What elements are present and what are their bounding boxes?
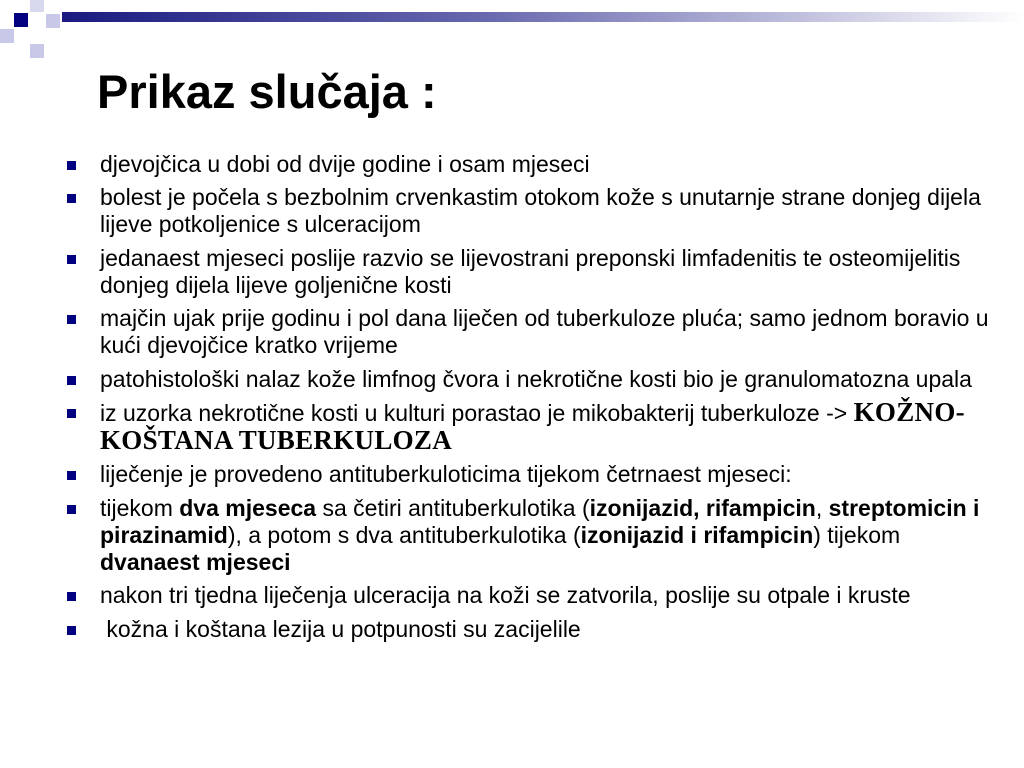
bullet-item <box>64 245 1004 299</box>
bullet-list <box>64 151 1004 649</box>
square-bullet-icon <box>67 315 76 324</box>
bullet-item <box>64 305 1004 359</box>
treatment-duration-1: dva mjeseca <box>179 494 317 521</box>
bullet-item <box>64 366 1004 393</box>
treatment-duration-2: dvanaest mjeseci <box>100 548 291 575</box>
bullet-text: jedanaest mjeseci poslije razvio se lijevostrani preponski limfadenitis te osteomijelitis donjeg dijela lijeve goljenične kosti <box>100 244 961 298</box>
deco-square-dark <box>14 13 28 27</box>
bullet-item <box>64 396 1004 455</box>
square-bullet-icon <box>67 592 76 601</box>
bullet-text: bolest je počela s bezbolnim crvenkastim otokom kože s unutarnje strane donjeg dijela lijeve potkoljenice s ulceracijom <box>100 184 981 238</box>
bullet-text: liječenje je provedeno antituberkuloticima tijekom četrnaest mjeseci: <box>100 461 792 488</box>
decorative-header-band <box>0 0 1024 60</box>
square-bullet-icon <box>67 376 76 385</box>
bullet-text: djevojčica u dobi od dvije godine i osam mjeseci <box>100 151 590 177</box>
bullet-item <box>64 184 1004 238</box>
deco-square-light-4 <box>30 44 44 58</box>
bullet-text: patohistološki nalaz kože limfnog čvora i nekrotične kosti bio je granulomatozna upala <box>100 365 972 392</box>
bullet-text: iz uzorka nekrotične kosti u kulturi porastao je mikobakterij tuberkuloze -> <box>100 399 848 426</box>
square-bullet-icon <box>67 409 76 418</box>
treatment-text-4: ), a potom s dva antituberkulotika ( <box>227 521 581 548</box>
square-bullet-icon <box>67 471 76 480</box>
bullet-text: kožna i koštana lezija u potpunosti su zacijelile <box>100 615 581 642</box>
square-bullet-icon <box>67 626 76 635</box>
bullet-item <box>64 461 1004 488</box>
treatment-text-3: , <box>815 494 829 521</box>
square-bullet-icon <box>67 255 76 264</box>
drug-names-2: streptomicin i pirazinamid <box>100 494 980 548</box>
square-bullet-icon <box>67 161 76 170</box>
gradient-band <box>62 12 1024 22</box>
bullet-item <box>64 582 1004 609</box>
treatment-text-5: ) tijekom <box>813 521 901 548</box>
bullet-item <box>64 495 1004 576</box>
square-bullet-icon <box>67 194 76 203</box>
bullet-item <box>64 616 1004 643</box>
deco-square-light-1 <box>0 29 14 43</box>
bullet-text: majčin ujak prije godinu i pol dana liječen od tuberkuloze pluća; samo jednom boravio u kući djevojčice kratko vrijeme <box>100 305 989 359</box>
square-bullet-icon <box>67 505 76 514</box>
slide-title: Prikaz slučaja : <box>97 65 437 118</box>
diagnosis-conclusion: KOŽNO-KOŠTANA TUBERKULOZA <box>100 396 965 455</box>
drug-names-1: izonijazid, rifampicin <box>589 494 816 521</box>
treatment-text-2: sa četiri antituberkulotika ( <box>316 494 590 521</box>
bullet-text: nakon tri tjedna liječenja ulceracija na koži se zatvorila, poslije su otpale i kruste <box>100 582 911 609</box>
treatment-text-1: tijekom <box>100 494 180 521</box>
deco-square-light-3 <box>46 14 60 28</box>
bullet-item <box>64 151 1004 178</box>
drug-names-3: izonijazid i rifampicin <box>580 521 814 548</box>
deco-square-light-2 <box>30 0 44 12</box>
